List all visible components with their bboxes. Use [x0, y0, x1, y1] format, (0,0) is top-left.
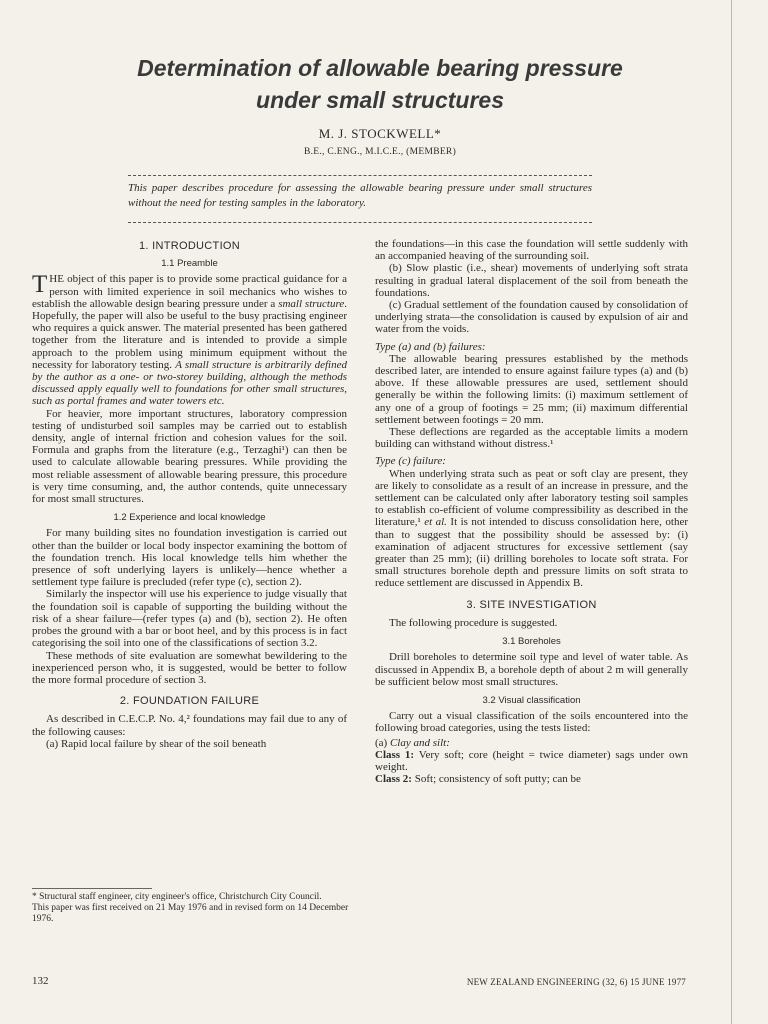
paper-title	[40, 52, 720, 116]
footnote-author: * Structural staff engineer, city engineer's office, Christchurch City Council.	[32, 892, 322, 902]
class-2-item: Class 2: Soft; consistency of soft putty; can be	[375, 773, 581, 786]
abstract: This paper describes procedure for assessing the allowable bearing pressure under small structures without the need for testing samples in the laboratory.	[128, 182, 592, 209]
failure-type-b: (b) Slow plastic (i.e., shear) movements of underlying soft strata resulting in gradual lateral displacement of the soil from beneath the foundations.	[375, 262, 688, 299]
page-edge-line	[731, 0, 732, 1024]
type-ab-paragraph-1: The allowable bearing pressures established by the methods described later, are intended to ensure against failure types (a) and (b) above. If these allowable pressures are used, settlement should generally be within the following limits: (i) maximum settlement of any one of a group of footings = 25 mm; (ii) maximum differential settlement between footings = 20 mm.	[375, 352, 688, 426]
abstract-rule-bottom	[128, 222, 592, 223]
intro-paragraph-2: For heavier, more important structures, laboratory compression testing of undisturbed soil samples may be carried out to establish density, angle of internal friction and cohesion values for the soil. Formula and graphs from the literature (e.g., Terzaghi¹) can then be used to calculate allowable bearing pressures. While providing the most reliable assessment of allowable bearing pressure, this procedure is very time consuming, and, the author contends, quite unnecessary for most small structures.	[32, 407, 347, 506]
footnote-received: This paper was first received on 21 May 1976 and in revised form on 14 December 1976.	[32, 903, 349, 924]
experience-paragraph-2: Similarly the inspector will use his experience to judge visually that the foundation soil is capable of supporting the building without the risk of a shear failure—(refer types (a) and (b), section 2). He often probes the ground with a bar or boot heel, and by this process is in fact categorising the soil into one of the classifications of section 3.2.	[32, 588, 347, 650]
experience-paragraph-1: For many building sites no foundation investigation is carried out other than the builder or local body inspector examining the bottom of the foundation trench. His local knowledge tells him whether the presence of soft underlying layers is unlikely—hence whether a settlement type failure is precluded (refer type (c), section 2).	[32, 527, 347, 589]
page-number: 132	[32, 975, 49, 987]
subsection-3-1-heading: 3.1 Boreholes	[502, 636, 561, 648]
author-name: M. J. STOCKWELL*	[318, 126, 442, 141]
subsection-1-1-heading: 1.1 Preamble	[161, 258, 218, 270]
author-credentials: B.E., C.ENG., M.I.C.E., (MEMBER)	[303, 147, 457, 157]
left-column	[32, 238, 347, 750]
section-3-heading: 3. SITE INVESTIGATION	[466, 598, 597, 611]
clay-silt-item: (a) Clay and silt:	[375, 736, 450, 749]
type-ab-paragraph-2: These deflections are regarded as the acceptable limits a modern building can withstand without distress.¹	[375, 426, 688, 451]
running-footer: NEW ZEALAND ENGINEERING (32, 6) 15 JUNE 1977	[466, 977, 686, 987]
subsection-1-2-heading: 1.2 Experience and local knowledge	[113, 512, 266, 524]
abstract-rule-top	[128, 175, 592, 176]
section-2-heading: 2. FOUNDATION FAILURE	[119, 695, 260, 708]
right-column	[375, 238, 688, 785]
footnotes	[32, 892, 350, 925]
type-c-heading: Type (c) failure:	[375, 455, 446, 468]
failure-type-c: (c) Gradual settlement of the foundation caused by consolidation of underlying strata—the consolidation is caused by expulsion of air and water from the voids.	[375, 299, 688, 336]
title-line-1: Determination of allowable bearing pressure	[137, 55, 623, 81]
drop-cap: T	[32, 271, 48, 299]
failure-paragraph-2: (a) Rapid local failure by shear of the soil beneath	[46, 737, 267, 750]
type-c-paragraph: When underlying strata such as peat or soft clay are present, they are likely to consolidate as a result of an increase in pressure, and the settlement can be calculated only after laboratory testing soil samples to establish co-efficient of volume compressibility as described in the literature,¹ et al. It is not intended to discuss consolidation here, other than to suggest that the possibility should be assessed by: (i) examination of adjacent structures for excessive settlement (say greater than 25 mm); (ii) drilling boreholes to locate soft strata. For small structures borehole depth and pressure limits on soft strata to reduce settlement are discussed in Appendix B.	[375, 467, 688, 590]
class-1-item: Class 1: Very soft; core (height = twice diameter) sags under own weight.	[375, 748, 688, 773]
experience-paragraph-3: These methods of site evaluation are somewhat bewildering to the inexperienced person who, it is suggested, would be better to follow the more formal procedure of section 3.	[32, 649, 347, 686]
title-line-2: under small structures	[256, 87, 504, 113]
failure-paragraph-1: As described in C.E.C.P. No. 4,² foundations may fail due to any of the following causes:	[32, 713, 347, 738]
boreholes-paragraph: Drill boreholes to determine soil type and level of water table. As discussed in Appendix B, a borehole depth of about 2 m will generally be sufficient below most small structures.	[375, 651, 688, 688]
visual-classification-paragraph: Carry out a visual classification of the soils encountered into the following broad categories, using the tests listed:	[375, 710, 688, 735]
failure-continued: the foundations—in this case the foundation will settle suddenly with an accompanied heaving of the surrounding soil.	[375, 238, 688, 263]
type-ab-heading: Type (a) and (b) failures:	[375, 340, 486, 353]
intro-paragraph-1: THE object of this paper is to provide some practical guidance for a person with limited experience in soil mechanics who wishes to establish the allowable design bearing pressure under a small structure. Hopefully, the paper will also be useful to the busy practising engineer who requires a quick answer. The material presented has been gathered together from the literature and is intended to provide a simple approach to the problem using minimum equipment without the necessity for laboratory testing. A small structure is arbitrarily defined by the author as a one- or two-storey building, although the methods discussed apply equally well to foundations for other small structures, such as portal frames and water towers etc.	[32, 271, 347, 408]
section-1-heading: 1. INTRODUCTION	[138, 240, 241, 252]
site-investigation-intro: The following procedure is suggested.	[389, 616, 558, 629]
footnote-rule	[32, 888, 152, 889]
subsection-3-2-heading: 3.2 Visual classification	[482, 694, 581, 706]
